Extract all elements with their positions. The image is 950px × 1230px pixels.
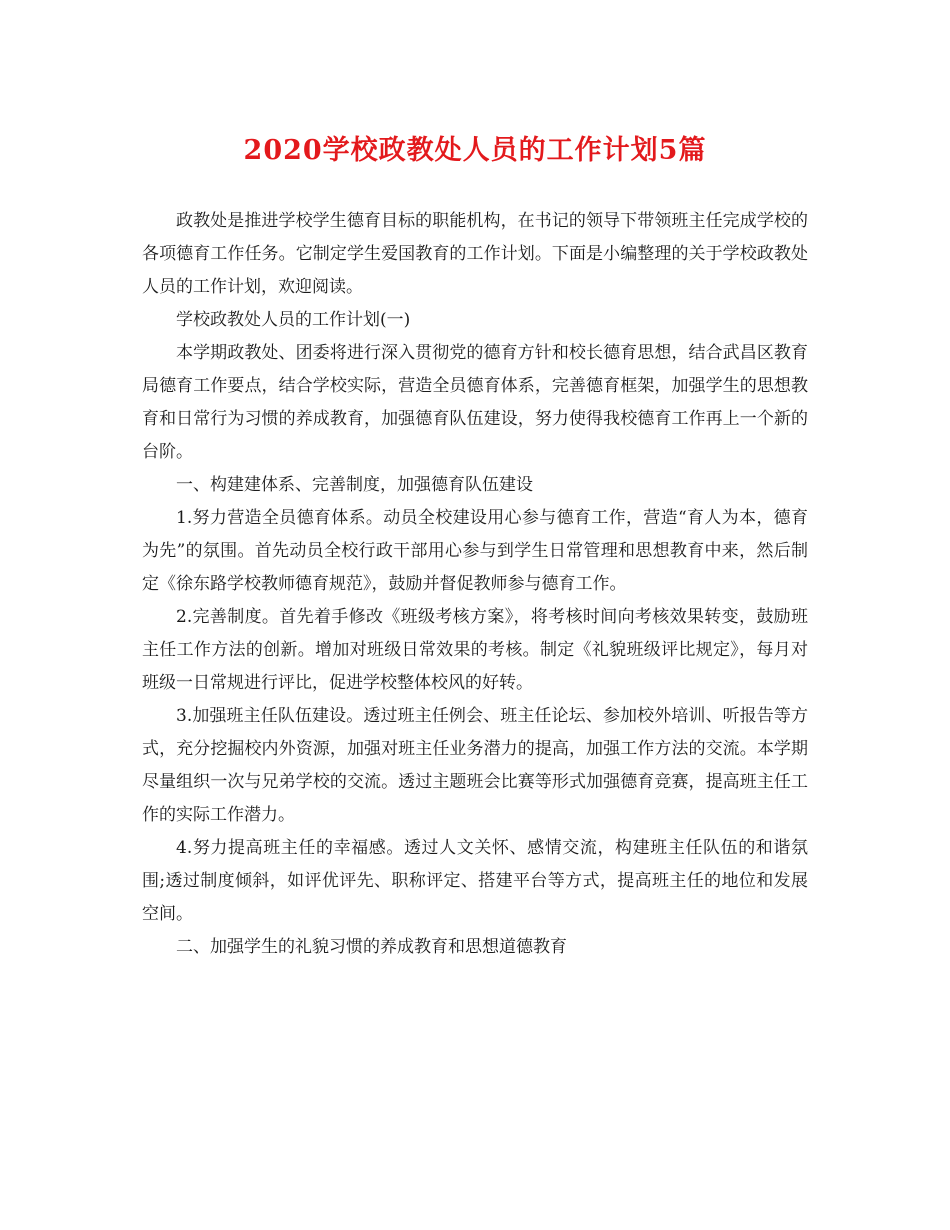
intro-paragraph: 政教处是推进学校学生德育目标的职能机构，在书记的领导下带领班主任完成学校的各项德育工作任务。它制定学生爱国教育的工作计划。下面是小编整理的关于学校政教处人员的工作计划，欢迎阅读。 <box>142 211 808 297</box>
item-1-paragraph: 1.努力营造全员德育体系。动员全校建设用心参与德育工作，营造“育人为本，德育为先”的氛围。首先动员全校行政干部用心参与到学生日常管理和思想教育中来，然后制定《徐东路学校教师德育规范》，鼓励并督促教师参与德育工作。 <box>142 508 808 594</box>
section-heading-part-two: 二、加强学生的礼貌习惯的养成教育和思想道德教育 <box>176 937 567 957</box>
item-4-paragraph: 4.努力提高班主任的幸福感。透过人文关怀、感情交流，构建班主任队伍的和谐氛围;透过制度倾斜，如评优评先、职称评定、搭建平台等方式，提高班主任的地位和发展空间。 <box>142 838 808 924</box>
plan-overview-paragraph: 本学期政教处、团委将进行深入贯彻党的德育方针和校长德育思想，结合武昌区教育局德育工作要点，结合学校实际，营造全员德育体系，完善德育框架，加强学生的思想教育和日常行为习惯的养成教育，加强德育队伍建设，努力使得我校德育工作再上一个新的台阶。 <box>142 343 808 462</box>
document-body <box>142 205 808 964</box>
section-heading-part-one: 一、构建建体系、完善制度，加强德育队伍建设 <box>176 475 533 495</box>
item-2-paragraph: 2.完善制度。首先着手修改《班级考核方案》，将考核时间向考核效果转变，鼓励班主任工作方法的创新。增加对班级日常效果的考核。制定《礼貌班级评比规定》，每月对班级一日常规进行评比，促进学校整体校风的好转。 <box>142 607 808 693</box>
item-3-paragraph: 3.加强班主任队伍建设。透过班主任例会、班主任论坛、参加校外培训、听报告等方式，充分挖掘校内外资源，加强对班主任业务潜力的提高，加强工作方法的交流。本学期尽量组织一次与兄弟学校的交流。透过主题班会比赛等形式加强德育竞赛，提高班主任工作的实际工作潜力。 <box>142 706 808 825</box>
section-heading-plan-one: 学校政教处人员的工作计划(一) <box>176 310 411 330</box>
document-title: 2020学校政教处人员的工作计划5篇 <box>243 135 707 166</box>
